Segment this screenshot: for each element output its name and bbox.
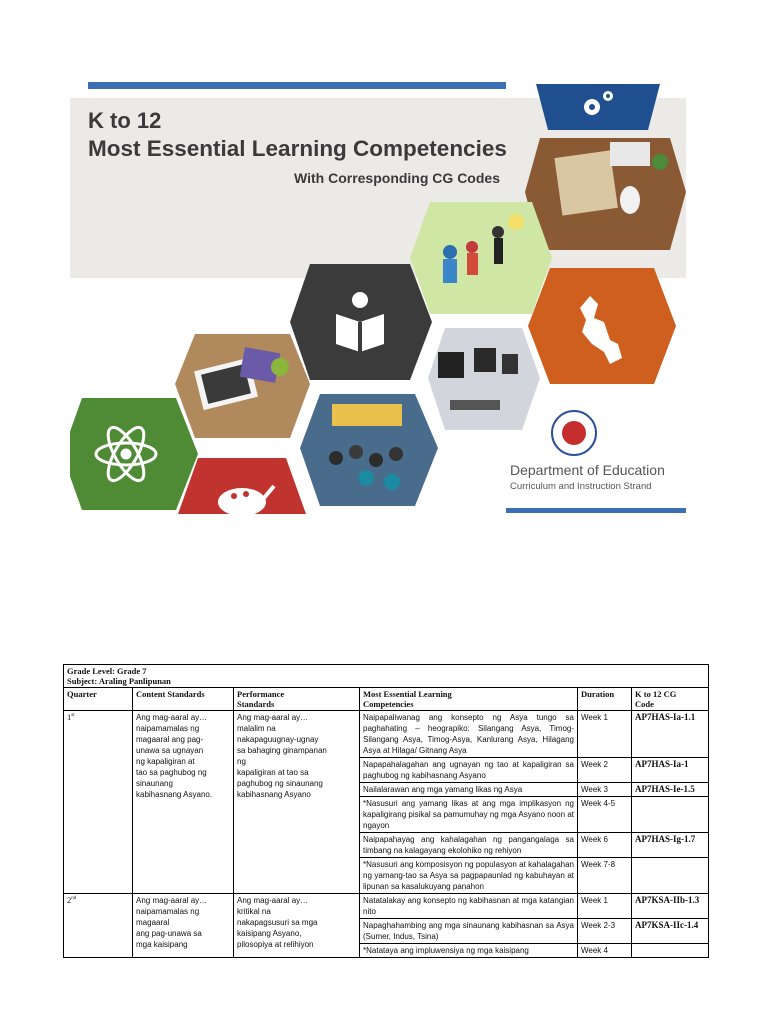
cg-code-cell: AP7HAS-Ig-1.7: [632, 833, 709, 858]
cg-code-cell: AP7HAS-Ie-1.5: [632, 783, 709, 797]
grade-level: Grade Level: Grade 7: [67, 666, 147, 676]
science-hex: [70, 398, 198, 510]
strand-name: Curriculum and Instruction Strand: [510, 481, 652, 492]
duration-cell: Week 3: [578, 783, 632, 797]
table-row: [64, 894, 709, 919]
grade-subject-row: [64, 665, 709, 688]
melc-cell: *Nasusuri ang komposisyon ng populasyon at kahalagahan ng yamang-tao sa Asya sa pagpapaunlad ng kabuhayan at lipunan sa kasalukuyang panahon: [360, 858, 578, 894]
header-content-standards: Content Standards: [133, 688, 234, 711]
computer-lab-photo: [428, 328, 540, 430]
content-standards-cell: Ang mag-aaral ay… naipamamalas ng magaaral ang pag-unawa sa mga kaisipang: [133, 894, 234, 958]
duration-cell: Week 1: [578, 894, 632, 919]
melc-cell: Naipapahayag ang kahalagahan ng pangangalaga sa timbang na kalagayang ekolohiko ng rehiyon: [360, 833, 578, 858]
melc-cell: *Nasusuri ang yamang likas at ang mga implikasyon ng kapaligirang pisikal sa pamumuhay ng mga Asyano noon at ngayon: [360, 797, 578, 833]
melc-cell: Nailalarawan ang mga yamang likas ng Asya: [360, 783, 578, 797]
cg-code-cell: AP7HAS-Ia-1: [632, 758, 709, 783]
deped-seal-icon: [551, 410, 597, 456]
content-standards-cell: Ang mag-aaral ay… naipamamalas ng magaaral ang pag- unawa sa ugnayan ng kapaligiran at tao sa paghubog ng sinaunang kabihasnang Asyano.: [133, 711, 234, 894]
header-duration: Duration: [578, 688, 632, 711]
bottom-accent-bar: [506, 508, 686, 513]
header-performance-standards: Performance Standards: [234, 688, 360, 711]
cg-code-cell: [632, 797, 709, 833]
cover-title-k-to-12: K to 12: [88, 108, 162, 133]
cg-code-cell: AP7KSA-IIc-1.4: [632, 919, 709, 944]
duration-cell: Week 2: [578, 758, 632, 783]
performance-standards-cell: Ang mag-aaral ay… malalim na nakapaguugnay-ugnay sa bahaging ginampanan ng kapaligiran at tao sa paghubog ng sinaunang kabihasnang Asyano: [234, 711, 360, 894]
performance-standards-cell: Ang mag-aaral ay… kritikal na nakapagsusuri sa mga kaisipang Asyano, pilosopiya at relihiyon: [234, 894, 360, 958]
melc-cell: Napaghahambing ang mga sinaunang kabihasnan sa Asya (Sumer, Indus, Tsina): [360, 919, 578, 944]
department-name: Department of Education: [510, 462, 665, 478]
melc-cell: Natatalakay ang konsepto ng kabihasnan at mga katangian nito: [360, 894, 578, 919]
duration-cell: Week 1: [578, 711, 632, 758]
melc-table: [63, 664, 709, 958]
duration-cell: Week 2-3: [578, 919, 632, 944]
cover-title-melc: Most Essential Learning Competencies: [88, 136, 507, 161]
subject: Subject: Araling Panlipunan: [67, 676, 171, 686]
quarter-number: 2: [67, 895, 72, 905]
melc-cell: *Natataya ang impluwensiya ng mga kaisipang: [360, 944, 578, 958]
melc-cell: Naipapaliwanag ang konsepto ng Asya tungo sa paghahating – heograpiko: Silangang Asya, Timog- Silangang Asya, Timog-Asya, Kanlurang Asya, Hilagang Asya at Hilaga/ Gitnang Asya: [360, 711, 578, 758]
cg-code-cell: AP7KSA-IIb-1.3: [632, 894, 709, 919]
quarter-suffix: nd: [71, 896, 77, 902]
header-cg-code: K to 12 CG Code: [632, 688, 709, 711]
melc-cell: Napapahalagahan ang ugnayan ng tao at kapaligiran sa paghubog ng kabihasnang Asyano: [360, 758, 578, 783]
duration-cell: Week 4: [578, 944, 632, 958]
cg-code-cell: [632, 944, 709, 958]
hexagon-collage: [70, 82, 686, 514]
cover-subtitle: With Corresponding CG Codes: [294, 170, 500, 186]
quarter-cell: [64, 894, 133, 958]
duration-cell: Week 7-8: [578, 858, 632, 894]
header-row: [64, 688, 709, 711]
grade-subject-cell: [64, 665, 709, 688]
header-melc: Most Essential Learning Competencies: [360, 688, 578, 711]
quarter-cell: [64, 711, 133, 894]
quarter-suffix: st: [71, 713, 75, 719]
children-photo: [410, 202, 552, 314]
duration-cell: Week 6: [578, 833, 632, 858]
quarter-number: 1: [67, 712, 72, 722]
table-row: [64, 711, 709, 758]
cg-code-cell: AP7HAS-Ia-1.1: [632, 711, 709, 758]
cg-code-cell: [632, 858, 709, 894]
duration-cell: Week 4-5: [578, 797, 632, 833]
melc-cover: [70, 82, 686, 514]
header-quarter: Quarter: [64, 688, 133, 711]
